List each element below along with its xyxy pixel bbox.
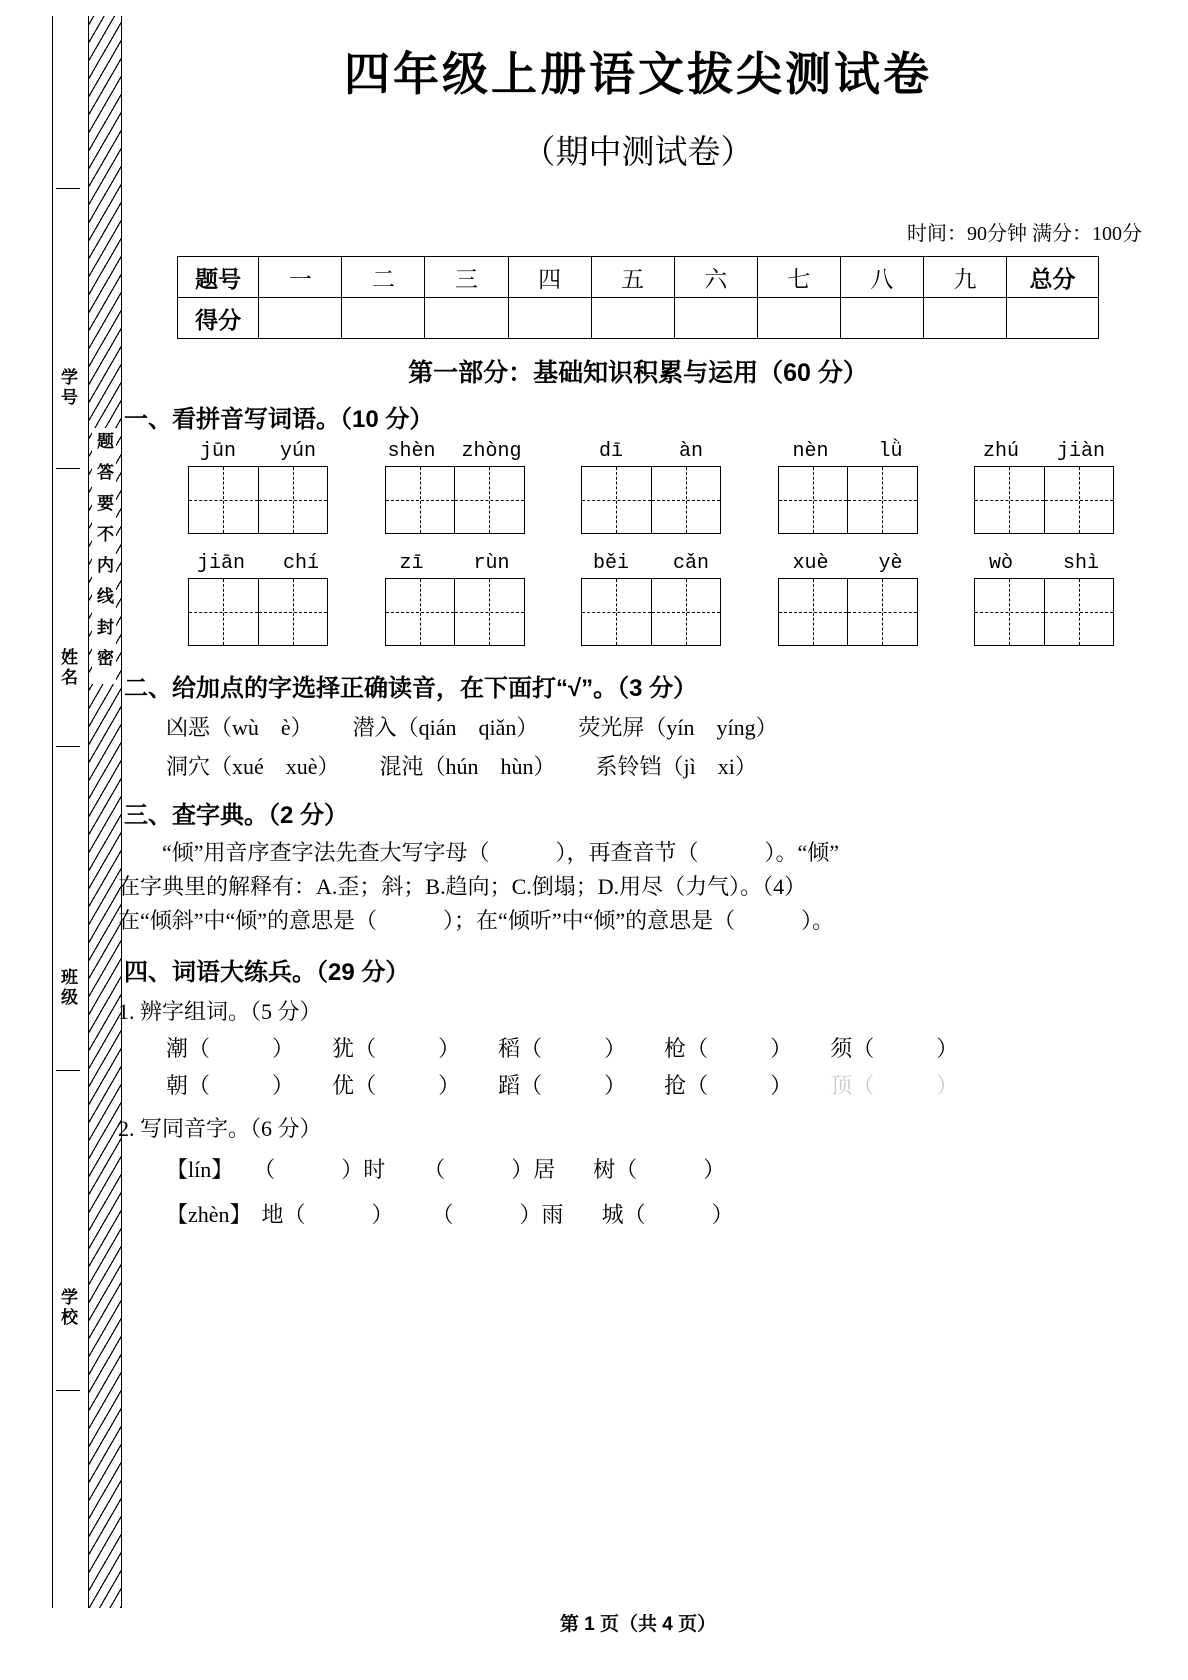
question-3-line-2: 在字典里的解释有：A.歪；斜；B.趋向；C.倒塌；D.用尽（力气）。（4）	[118, 874, 807, 900]
char-label: 稻	[498, 1036, 521, 1062]
pinyin-item	[178, 552, 338, 646]
pinyin-syllable: zī	[399, 552, 424, 575]
char-practice-item: 顶（ ）	[830, 1073, 959, 1099]
char-label: 潮	[166, 1036, 189, 1062]
pinyin-syllable: jiān	[196, 552, 245, 575]
char-label: 抢	[664, 1073, 687, 1099]
score-input-3[interactable]	[425, 298, 508, 339]
char-label: 枪	[664, 1036, 687, 1062]
table-row	[178, 257, 1099, 298]
score-input-2[interactable]	[342, 298, 425, 339]
seal-hatch-pattern	[88, 16, 122, 1608]
pinyin-row-1	[178, 440, 1124, 534]
seal-divider-2	[56, 468, 80, 469]
pinyin-syllable: jūn	[199, 440, 236, 463]
choice-item[interactable]: 荧光屏（yín yíng）	[578, 715, 778, 740]
exam-meta-info: 时间：90分钟 满分：100分	[907, 223, 1142, 245]
part-one-title: 第一部分：基础知识积累与运用（60 分）	[408, 359, 868, 387]
homophone-row-2	[166, 1198, 1158, 1229]
pinyin-item	[768, 552, 928, 646]
score-table-row-label: 题号	[178, 257, 259, 298]
pinyin-syllable: lǜ	[878, 440, 903, 463]
score-input-6[interactable]	[674, 298, 757, 339]
tianzige-box[interactable]	[974, 578, 1114, 646]
sidebar-label-name: 姓名	[58, 648, 77, 688]
pinyin-item	[768, 440, 928, 534]
sidebar-label-school: 学校	[58, 1288, 77, 1328]
pinyin-syllable: yè	[878, 552, 903, 575]
tianzige-box[interactable]	[974, 466, 1114, 534]
char-practice-item: 优（ ）	[332, 1073, 461, 1099]
pinyin-item	[571, 440, 731, 534]
homophone-item[interactable]: 树（ ）	[593, 1157, 726, 1183]
tianzige-box[interactable]	[581, 578, 721, 646]
char-label: 须	[830, 1036, 853, 1062]
tianzige-box[interactable]	[581, 466, 721, 534]
homophone-pinyin: 【lín】	[166, 1157, 234, 1183]
page-footer: 第 1 页（共 4 页）	[559, 1614, 717, 1635]
char-label: 顶	[830, 1073, 853, 1099]
char-practice-item: 犹（ ）	[332, 1036, 461, 1062]
score-input-total[interactable]	[1007, 298, 1099, 339]
tianzige-box[interactable]	[188, 578, 328, 646]
tianzige-box[interactable]	[385, 466, 525, 534]
pinyin-syllable: dī	[598, 440, 623, 463]
char-label: 优	[332, 1073, 355, 1099]
char-label: 朝	[166, 1073, 189, 1099]
tianzige-box[interactable]	[778, 466, 918, 534]
pinyin-syllable: běi	[592, 552, 629, 575]
score-input-9[interactable]	[923, 298, 1006, 339]
score-input-4[interactable]	[508, 298, 591, 339]
score-table-row-label-2: 得分	[178, 298, 259, 339]
char-practice-item: 稻（ ）	[498, 1036, 627, 1062]
sidebar-label-student-id: 学号	[58, 368, 77, 408]
char-practice-row-2	[166, 1069, 1158, 1100]
question-2-line-2	[166, 750, 1158, 781]
char-practice-row-1	[166, 1032, 1158, 1063]
pinyin-syllable: shì	[1062, 552, 1099, 575]
choice-item[interactable]: 洞穴（xué xuè）	[166, 754, 340, 779]
question-4-heading: 四、词语大练兵。（29 分）	[124, 959, 410, 987]
question-4-sub-1: 1. 辨字组词。（5 分）	[118, 999, 322, 1025]
score-input-1[interactable]	[259, 298, 342, 339]
pinyin-syllable: yún	[279, 440, 316, 463]
sidebar-label-class: 班级	[58, 968, 77, 1008]
pinyin-item	[375, 552, 535, 646]
choice-item[interactable]: 潜入（qián qiǎn）	[352, 715, 539, 740]
table-row	[178, 298, 1099, 339]
pinyin-syllable: wò	[988, 552, 1013, 575]
score-col-6: 六	[674, 257, 757, 298]
choice-item[interactable]: 系铃铛（jì xi）	[595, 754, 757, 779]
pinyin-item	[964, 552, 1124, 646]
question-2-line-1	[166, 711, 1158, 742]
score-col-4: 四	[508, 257, 591, 298]
pinyin-syllable: jiàn	[1056, 440, 1105, 463]
tianzige-box[interactable]	[188, 466, 328, 534]
homophone-row-1	[166, 1153, 1158, 1184]
page-title: 四年级上册语文拔尖测试卷	[344, 48, 932, 100]
question-3-line-1[interactable]: “倾”用音序查字法先查大写字母（ ），再查音节（ ）。“倾”	[162, 840, 840, 865]
pinyin-syllable: nèn	[792, 440, 829, 463]
pinyin-syllable: rùn	[473, 552, 510, 575]
choice-item[interactable]: 凶恶（wù è）	[166, 715, 313, 740]
score-input-8[interactable]	[840, 298, 923, 339]
seal-border-line	[52, 16, 53, 1608]
char-practice-item: 蹈（ ）	[498, 1073, 627, 1099]
pinyin-syllable: zhú	[982, 440, 1019, 463]
seal-strip	[26, 8, 113, 1608]
score-col-8: 八	[840, 257, 923, 298]
homophone-item[interactable]: （ ）时	[253, 1157, 386, 1183]
homophone-item[interactable]: （ ）雨	[431, 1202, 564, 1228]
char-practice-item: 潮（ ）	[166, 1036, 295, 1062]
choice-item[interactable]: 混沌（hún hùn）	[379, 754, 556, 779]
seal-text-vertical: 题答要不内线封密	[92, 428, 116, 684]
pinyin-item	[964, 440, 1124, 534]
pinyin-syllable: xuè	[792, 552, 829, 575]
pinyin-syllable: chí	[282, 552, 319, 575]
tianzige-box[interactable]	[778, 578, 918, 646]
question-3-heading: 三、查字典。（2 分）	[124, 802, 349, 829]
homophone-pinyin: 【zhèn】	[166, 1202, 252, 1228]
question-2-heading: 二、给加点的字选择正确读音，在下面打“√”。（3 分）	[124, 675, 698, 702]
homophone-item[interactable]: （ ）居	[423, 1157, 556, 1183]
homophone-item[interactable]: 地（ ）	[261, 1202, 394, 1228]
pinyin-item	[375, 440, 535, 534]
char-practice-item: 抢（ ）	[664, 1073, 793, 1099]
char-practice-item: 须（ ）	[830, 1036, 959, 1062]
char-label: 蹈	[498, 1073, 521, 1099]
score-col-2: 二	[342, 257, 425, 298]
score-col-3: 三	[425, 257, 508, 298]
seal-divider-3	[56, 746, 80, 747]
score-col-1: 一	[259, 257, 342, 298]
char-practice-item: 朝（ ）	[166, 1073, 295, 1099]
page-subtitle: （期中测试卷）	[522, 135, 754, 171]
score-col-9: 九	[923, 257, 1006, 298]
question-3-line-3[interactable]: 在“倾斜”中“倾”的意思是（ ）；在“倾听”中“倾”的意思是（ ）。	[118, 908, 835, 934]
seal-divider-1	[56, 188, 80, 189]
score-input-5[interactable]	[591, 298, 674, 339]
score-col-5: 五	[591, 257, 674, 298]
seal-divider-4	[56, 1070, 80, 1071]
score-input-7[interactable]	[757, 298, 840, 339]
score-col-total: 总分	[1007, 257, 1099, 298]
pinyin-item	[571, 552, 731, 646]
char-label: 犹	[332, 1036, 355, 1062]
seal-divider-5	[56, 1390, 80, 1391]
exam-page	[118, 0, 1158, 1680]
homophone-item[interactable]: 城（ ）	[601, 1202, 734, 1228]
score-table	[177, 256, 1099, 339]
question-4-sub-2: 2. 写同音字。（6 分）	[118, 1116, 322, 1142]
char-practice-item: 枪（ ）	[664, 1036, 793, 1062]
pinyin-row-2	[178, 552, 1124, 646]
pinyin-item	[178, 440, 338, 534]
pinyin-syllable: cǎn	[672, 552, 709, 575]
pinyin-syllable: zhòng	[461, 440, 522, 463]
tianzige-box[interactable]	[385, 578, 525, 646]
question-1-heading: 一、看拼音写词语。（10 分）	[124, 406, 434, 433]
pinyin-syllable: àn	[678, 440, 703, 463]
score-col-7: 七	[757, 257, 840, 298]
pinyin-syllable: shèn	[387, 440, 436, 463]
